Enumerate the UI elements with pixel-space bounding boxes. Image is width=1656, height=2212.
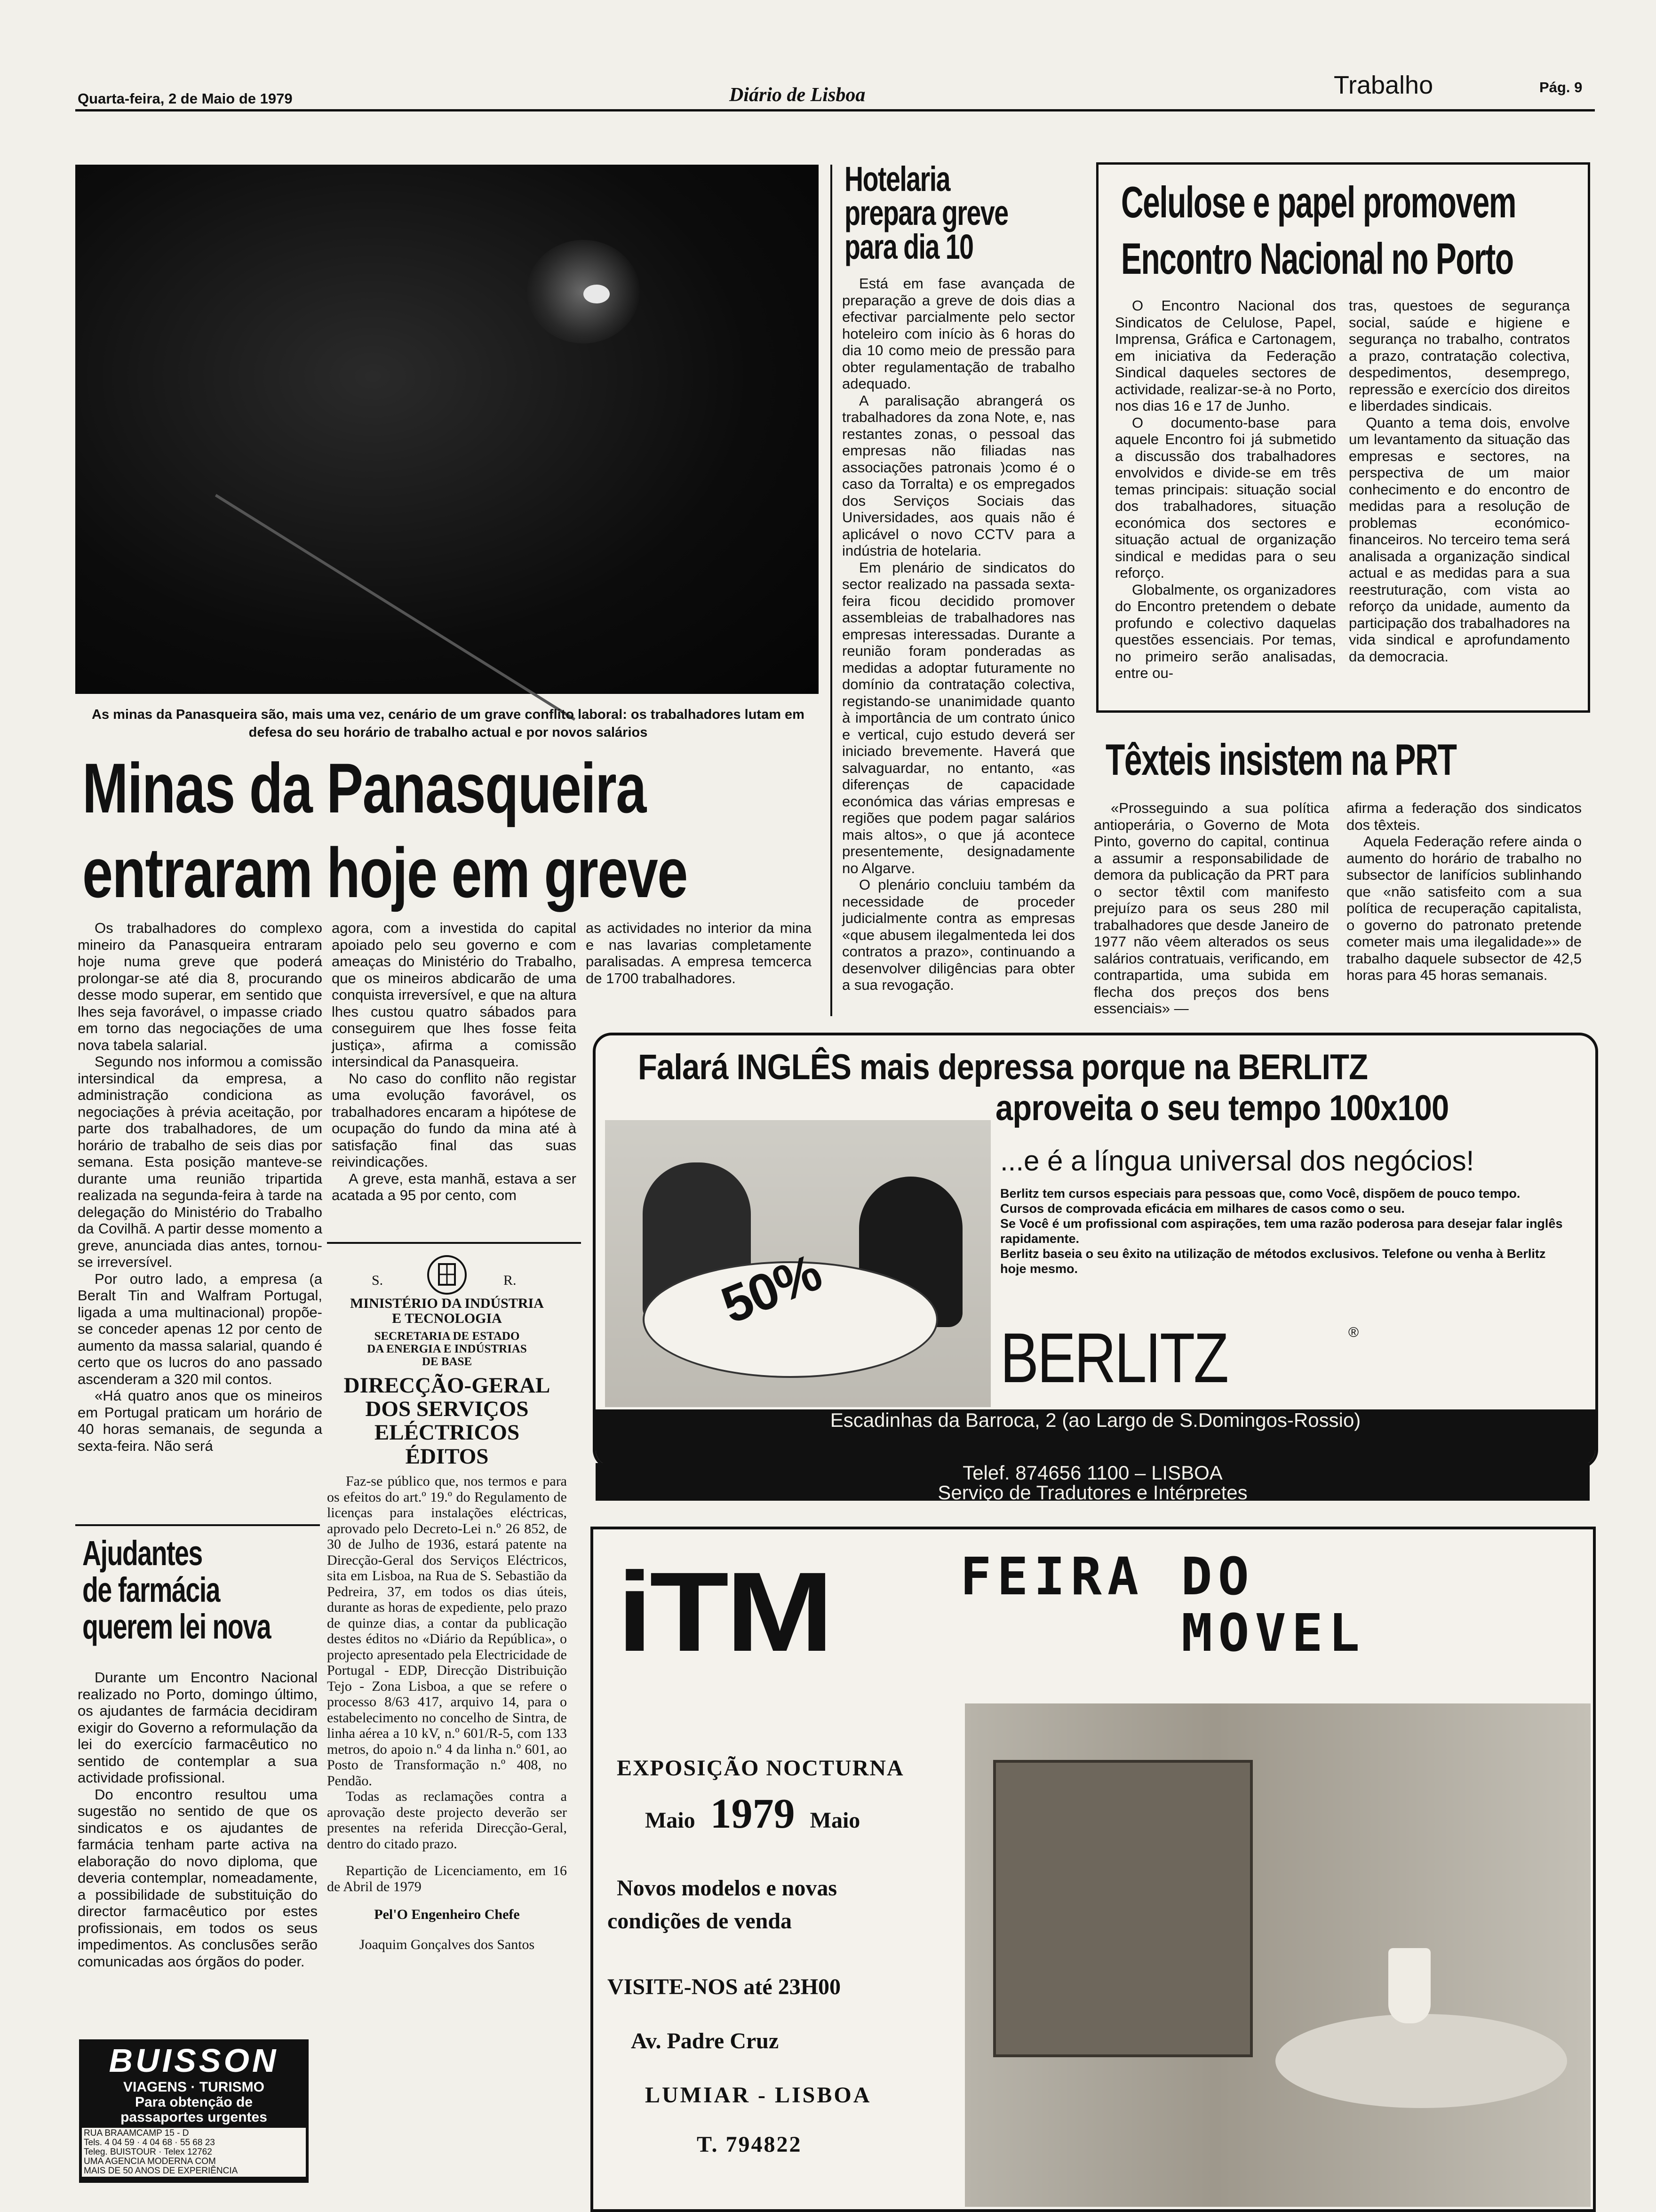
furniture-photo xyxy=(965,1703,1591,2207)
itm-line-5: VISITE-NOS até 23H00 xyxy=(607,1974,841,1999)
celulose-box xyxy=(1096,162,1590,713)
paragraph: «Há quatro anos que os mineiros em Portugal praticam um horário de 40 horas semanais, de segunda a sexta-feira. Não será xyxy=(78,1387,322,1454)
berlitz-ad xyxy=(593,1033,1598,1469)
berlitz-headline-3: ...e é a língua universal dos negócios! xyxy=(1000,1145,1474,1177)
itm-location: LUMIAR - LISBOA xyxy=(645,2083,872,2108)
masthead-rule xyxy=(75,109,1595,111)
minas-headline-2: entraram hoje em greve xyxy=(82,833,687,912)
berlitz-footer-lower: Telef. 874656 1100 – LISBOA Serviço de Tradutores e Intérpretes xyxy=(596,1463,1590,1501)
paragraph: Globalmente, os organizadores do Encontro pretendem o debate profundo e colectivo daquelas questões essenciais. Por temas, no primeiro serão analisadas, entre ou- xyxy=(1115,581,1336,681)
paragraph: O Encontro Nacional dos Sindicatos de Celulose, Papel, Imprensa, Gráfica e Cartonagem, em iniciativa da Federação Sindical daqueles sectores de actividade, realizar-se-à no Porto, nos dias 16 e 17 de Junho. xyxy=(1115,297,1336,414)
berlitz-footer: Escadinhas da Barroca, 2 (ao Largo de S.Domingos-Rossio) xyxy=(596,1409,1595,1466)
secretary-name: SECRETARIA DE ESTADO DA ENERGIA E INDÚSTRIAS DE BASE xyxy=(367,1330,527,1368)
buisson-line: Para obtenção de xyxy=(135,2094,253,2110)
bookcase-shape xyxy=(993,1760,1253,2057)
table-text: 50% xyxy=(713,1243,829,1335)
minas-column-3 xyxy=(586,920,812,987)
paragraph: Durante um Encontro Nacional realizado no Porto, domingo último, os ajudantes de farmácia decidiram exigir do Governo a reformulação da lei do exercício farmacêutico no sentido de contemplar a sua actividade profissional. xyxy=(78,1669,318,1786)
celulose-column-1 xyxy=(1115,297,1336,682)
itm-address: Av. Padre Cruz xyxy=(631,2029,779,2053)
itm-line-4: condições de venda xyxy=(607,1909,792,1934)
celulose-headline-2: Encontro Nacional no Porto xyxy=(1121,234,1513,283)
paragraph: Do encontro resultou uma sugestão no sentido de que os sindicatos e os ajudantes de farmácia tenham parte activa na elaboração do novo diploma, que deveria contemplar, nomeadamente, a possibilidade de substituição do director farmacêutico por estes profissionais, em todos os seus impedimentos. As conclusões serão comunicadas aos órgãos do poder. xyxy=(78,1786,318,1970)
paragraph: Os trabalhadores do complexo mineiro da Panasqueira entraram hoje numa greve que poderá prolongar-se até dia 8, procurando desse modo superar, em sentido que lhes seja favorável, o impasse criado em torno das negociações de uma nova tabela salarial. xyxy=(78,920,322,1053)
edital-box xyxy=(327,1254,567,1953)
paragraph: O documento-base para aquele Encontro foi já submetido a discussão dos trabalhadores envolvidos e divide-se em três temas principais: situação social dos trabalhadores, situação económica dos sectores e situação actual de organização sindical e medidas para o seu reforço. xyxy=(1115,414,1336,581)
minas-headline-1: Minas da Panasqueira xyxy=(82,748,646,828)
paragraph: Em plenário de sindicatos do sector realizado na passada sexta-feira ficou decidido promover assembleias de trabalhadores nas empresas interessadas. Durante a reunião foram ponderadas as medidas a adoptar futuramente no domínio da contratação colectiva, registando-se unanimidade quanto à importância de um contrato único e vertical, cujo estudo deverá ser iniciado brevemente. Haverá que salvaguardar, no entanto, «as diferenças de capacidade económica das várias empresas e regiões que podem pagar salários mais altos», o que já acontece presentemente, designadamente no Algarve. xyxy=(842,559,1075,876)
section-name: Trabalho xyxy=(1334,71,1433,99)
section-rule xyxy=(75,1524,320,1526)
berlitz-registered: ® xyxy=(1348,1325,1359,1340)
page-number: Pág. 9 xyxy=(1539,79,1583,95)
buisson-line: VIAGENS · TURISMO xyxy=(123,2079,264,2095)
paragraph: Aquela Federação refere ainda o aumento do horário de trabalho no subsector de lanifícios sublinhando que «não satisfeito com a sua política de recuperação capitalista, o governo do patronato pretende cometer mais uma ilegalidade»» de trabalho daquele subsector de 42,5 horas para 45 horas semanais. xyxy=(1346,833,1582,983)
buisson-logo: BUISSON xyxy=(109,2042,279,2079)
itm-ad xyxy=(590,1527,1596,2212)
section-rule xyxy=(327,1242,581,1244)
table-shape xyxy=(1275,2014,1567,2108)
buisson-line: passaportes urgentes xyxy=(120,2109,267,2125)
texteis-headline: Têxteis insistem na PRT xyxy=(1106,735,1457,784)
column-rule xyxy=(830,165,832,1016)
buisson-contacts: RUA BRAAMCAMP 15 - D Tels. 4 04 59 · 4 04 68 · 55 68 23 Teleg. BUISTOUR · Telex 12762 UMA AGENCIA MODERNA COM MAIS DE 50 ANOS DE EXPERIÊNCIA xyxy=(82,2128,306,2177)
berlitz-body: Berlitz tem cursos especiais para pessoas que, como Você, dispõem de pouco tempo. Cursos de comprovada eficácia em milhares de casos como o seu. Se Você é um profissional com aspirações, tem uma razão poderosa para desejar falar inglês rapidamente. Berlitz baseia o seu êxito na utilização de métodos exclusivos. Telefone ou venha à Berlitz hoje mesmo. xyxy=(1000,1186,1563,1276)
photo-caption: As minas da Panasqueira são, mais uma vez, cenário de um grave conflito laboral: os trabalhadores lutam em defesa do seu horário de trabalho actual e por novos salários xyxy=(92,707,804,740)
paragraph: O plenário concluiu também da necessidade de proceder judicialmente contra as empresas «que abusem ilegalmenteda lei dos contratos a prazo», continuando a desenvolver diligências para obter a sua revogação. xyxy=(842,876,1075,993)
paragraph: agora, com a investida do capital apoiado pelo seu governo e com ameaças do Ministério do Trabalho, que os mineiros abdicarão de uma conquista irreversível, e que na altura lhes custou quatro sábados para conseguirem que lhes fosse feita justiça», afirma a comissão intersindical da Panasqueira. xyxy=(332,920,576,1070)
paragraph: A paralisação abrangerá os trabalhadores da zona Note, e, nas restantes zonas, o pessoal das empresas não filiadas nas associações patronais )como é o caso da Torralta) e os empregados dos Serviços Sociais das Universidades, aos quais não é aplicável o novo CCTV para a indústria de hotelaria. xyxy=(842,392,1075,559)
itm-phone: T. 794822 xyxy=(697,2132,802,2157)
paragraph: afirma a federação dos sindicatos dos têxteis. xyxy=(1346,800,1582,833)
berlitz-headline-2: aproveita o seu tempo 100x100 xyxy=(995,1088,1449,1128)
issue-date: Quarta-feira, 2 de Maio de 1979 xyxy=(78,90,293,107)
rail-line xyxy=(215,494,575,721)
itm-line-3: Novos modelos e novas xyxy=(617,1876,837,1901)
hotelaria-headline: Hotelaria prepara greve para dia 10 xyxy=(844,159,1008,266)
paragraph: as actividades no interior da mina e nas lavarias completamente paralisadas. A empresa temcerca de 1700 trabalhadores. xyxy=(586,920,812,987)
berlitz-headline-1: Falará INGLÊS mais depressa porque na BERLITZ xyxy=(638,1047,1368,1087)
edital-signer: Pel'O Engenheiro Chefe xyxy=(374,1907,520,1922)
paragraph: No caso do conflito não registar uma evolução favorável, os trabalhadores encaram a hipótese de ocupação do fundo da mina até à satisfação final das suas reivindicações. xyxy=(332,1070,576,1170)
coat-of-arms-icon xyxy=(426,1254,468,1296)
buisson-ad xyxy=(79,2039,309,2183)
newspaper-name: Diário de Lisboa xyxy=(729,84,866,106)
itm-line-1: EXPOSIÇÃO NOCTURNA xyxy=(617,1756,904,1781)
paragraph: tras, questoes de segurança social, saúde e higiene e segurança no trabalho, contratos a prazo, contratação colectiva, despedimentos, desemprego, repressão e exercício dos direitos e liberdades sindicais. xyxy=(1349,297,1570,414)
paragraph: Segundo nos informou a comissão intersindical da empresa, a administração condiciona as negociações à prévia aceitação, por parte dos trabalhadores, de um horário de trabalho de seis dias por semana. Esta posição manteve-se durante uma reunião tripartida realizada na segunda-feira à tarde na delegação do Ministério do Trabalho da Covilhã. A partir desse momento a greve, anunciada dias antes, tornou-se irreversível. xyxy=(78,1053,322,1270)
lamp-icon xyxy=(1388,1948,1431,2023)
hotelaria-body xyxy=(842,275,1075,994)
paragraph: Por outro lado, a empresa (a Beralt Tin and Walfram Portugal, ligada a uma multinacional) propõe-se conceder apenas 12 por cento de aumento da massa salarial, quando é certo que os lucros do ano passado ascenderam a 320 mil contos. xyxy=(78,1270,322,1387)
itm-title-2: MOVEL xyxy=(1181,1603,1366,1663)
texteis-column-2 xyxy=(1346,800,1582,984)
ministry-name: MINISTÉRIO DA INDÚSTRIA E TECNOLOGIA xyxy=(350,1296,544,1326)
mine-photo xyxy=(75,165,819,694)
coat-of-arms: S. R. xyxy=(327,1254,567,1296)
texteis-column-1 xyxy=(1094,800,1329,1017)
berlitz-logo: BERLITZ xyxy=(1000,1318,1227,1397)
minas-column-2 xyxy=(332,920,576,1204)
minas-column-1 xyxy=(78,920,322,1454)
berlitz-photo xyxy=(605,1120,991,1407)
celulose-headline-1: Celulose e papel promovem xyxy=(1121,177,1516,227)
paragraph: Quanto a tema dois, envolve um levantamento da situação das empresas e sectores, na perspectiva de um maior conhecimento e do encontro de medidas para a resolução de problemas económico-financeiros. No terceiro tema será analisada a organização sindical actual e as medidas para a sua reestruturação, com vista ao reforço da unidade, aumento da participação dos trabalhadores na vida sindical e aprofundamento da democracia. xyxy=(1349,414,1570,665)
paragraph: Está em fase avançada de preparação a greve de dois dias a efectivar parcialmente pelo sector hoteleiro com início às 6 horas do dia 10 como meio de pressão para obter regulamentação de trabalho adequado. xyxy=(842,275,1075,392)
edital-name: Joaquim Gonçalves dos Santos xyxy=(359,1937,535,1952)
paragraph: «Prosseguindo a sua política antioperária, o Governo de Mota Pinto, governo do capital, continua a assumir a responsabilidade de demora da publicação da PRT para o sector têxtil com manifesto prejuízo para os seus 280 mil trabalhadores que desde Janeiro de 1977 não vêem alterados os seus salários contratuais, verificando, em contrapartida, uma subida em flecha dos preços dos bens essenciais» — xyxy=(1094,800,1329,1017)
celulose-column-2 xyxy=(1349,297,1570,665)
editos-title: ÉDITOS xyxy=(405,1444,489,1469)
direccao-title: DIRECÇÃO-GERAL DOS SERVIÇOS ELÉCTRICOS xyxy=(343,1373,550,1445)
itm-title-1: FEIRA DO xyxy=(960,1546,1255,1607)
paragraph: A greve, esta manhã, estava a ser acatada a 95 por cento, com xyxy=(332,1170,576,1203)
ajudantes-headline: Ajudantes de farmácia querem lei nova xyxy=(82,1534,271,1646)
itm-date-line: Maio 1979 Maio xyxy=(645,1790,860,1837)
itm-logo: iTM xyxy=(617,1549,831,1675)
edital-text: Faz-se público que, nos termos e para os efeitos do art.º 19.º do Regulamento de licenças para instalações eléctricas, aprovado pelo Decreto-Lei n.º 26 852, de 30 de Julho de 1936, estará patente na Direcção-Geral dos Serviços Eléctricos, sita em Lisboa, na Rua de S. Sebastião da Pedreira, 37, em todos os dias úteis, durante as horas de expediente, pelo prazo de quinze dias, a contar da publicação destes éditos no «Diário da República», o projecto apresentado pela Electricidade de Portugal - EDP, Direcção Distribuição Tejo - Zona Lisboa, a que se refere o processo 8/63 417, arquivo 14, para o estabelecimento no concelho de Sintra, de linha aérea a 10 kV, n.º 601/R-5, com 133 metros, do apoio n.º 4 da linha n.º 601, ao Posto de Transformação n.º 408, no Pendão. Todas as reclamações contra a aprovação deste projecto deverão ser presentes na referida Direcção-Geral, dentro do citado prazo. Repartição de Licenciamento, em 16 de Abril de 1979 xyxy=(327,1473,567,1894)
helmet-lamp-icon xyxy=(583,285,610,303)
ajudantes-body xyxy=(78,1669,318,1970)
